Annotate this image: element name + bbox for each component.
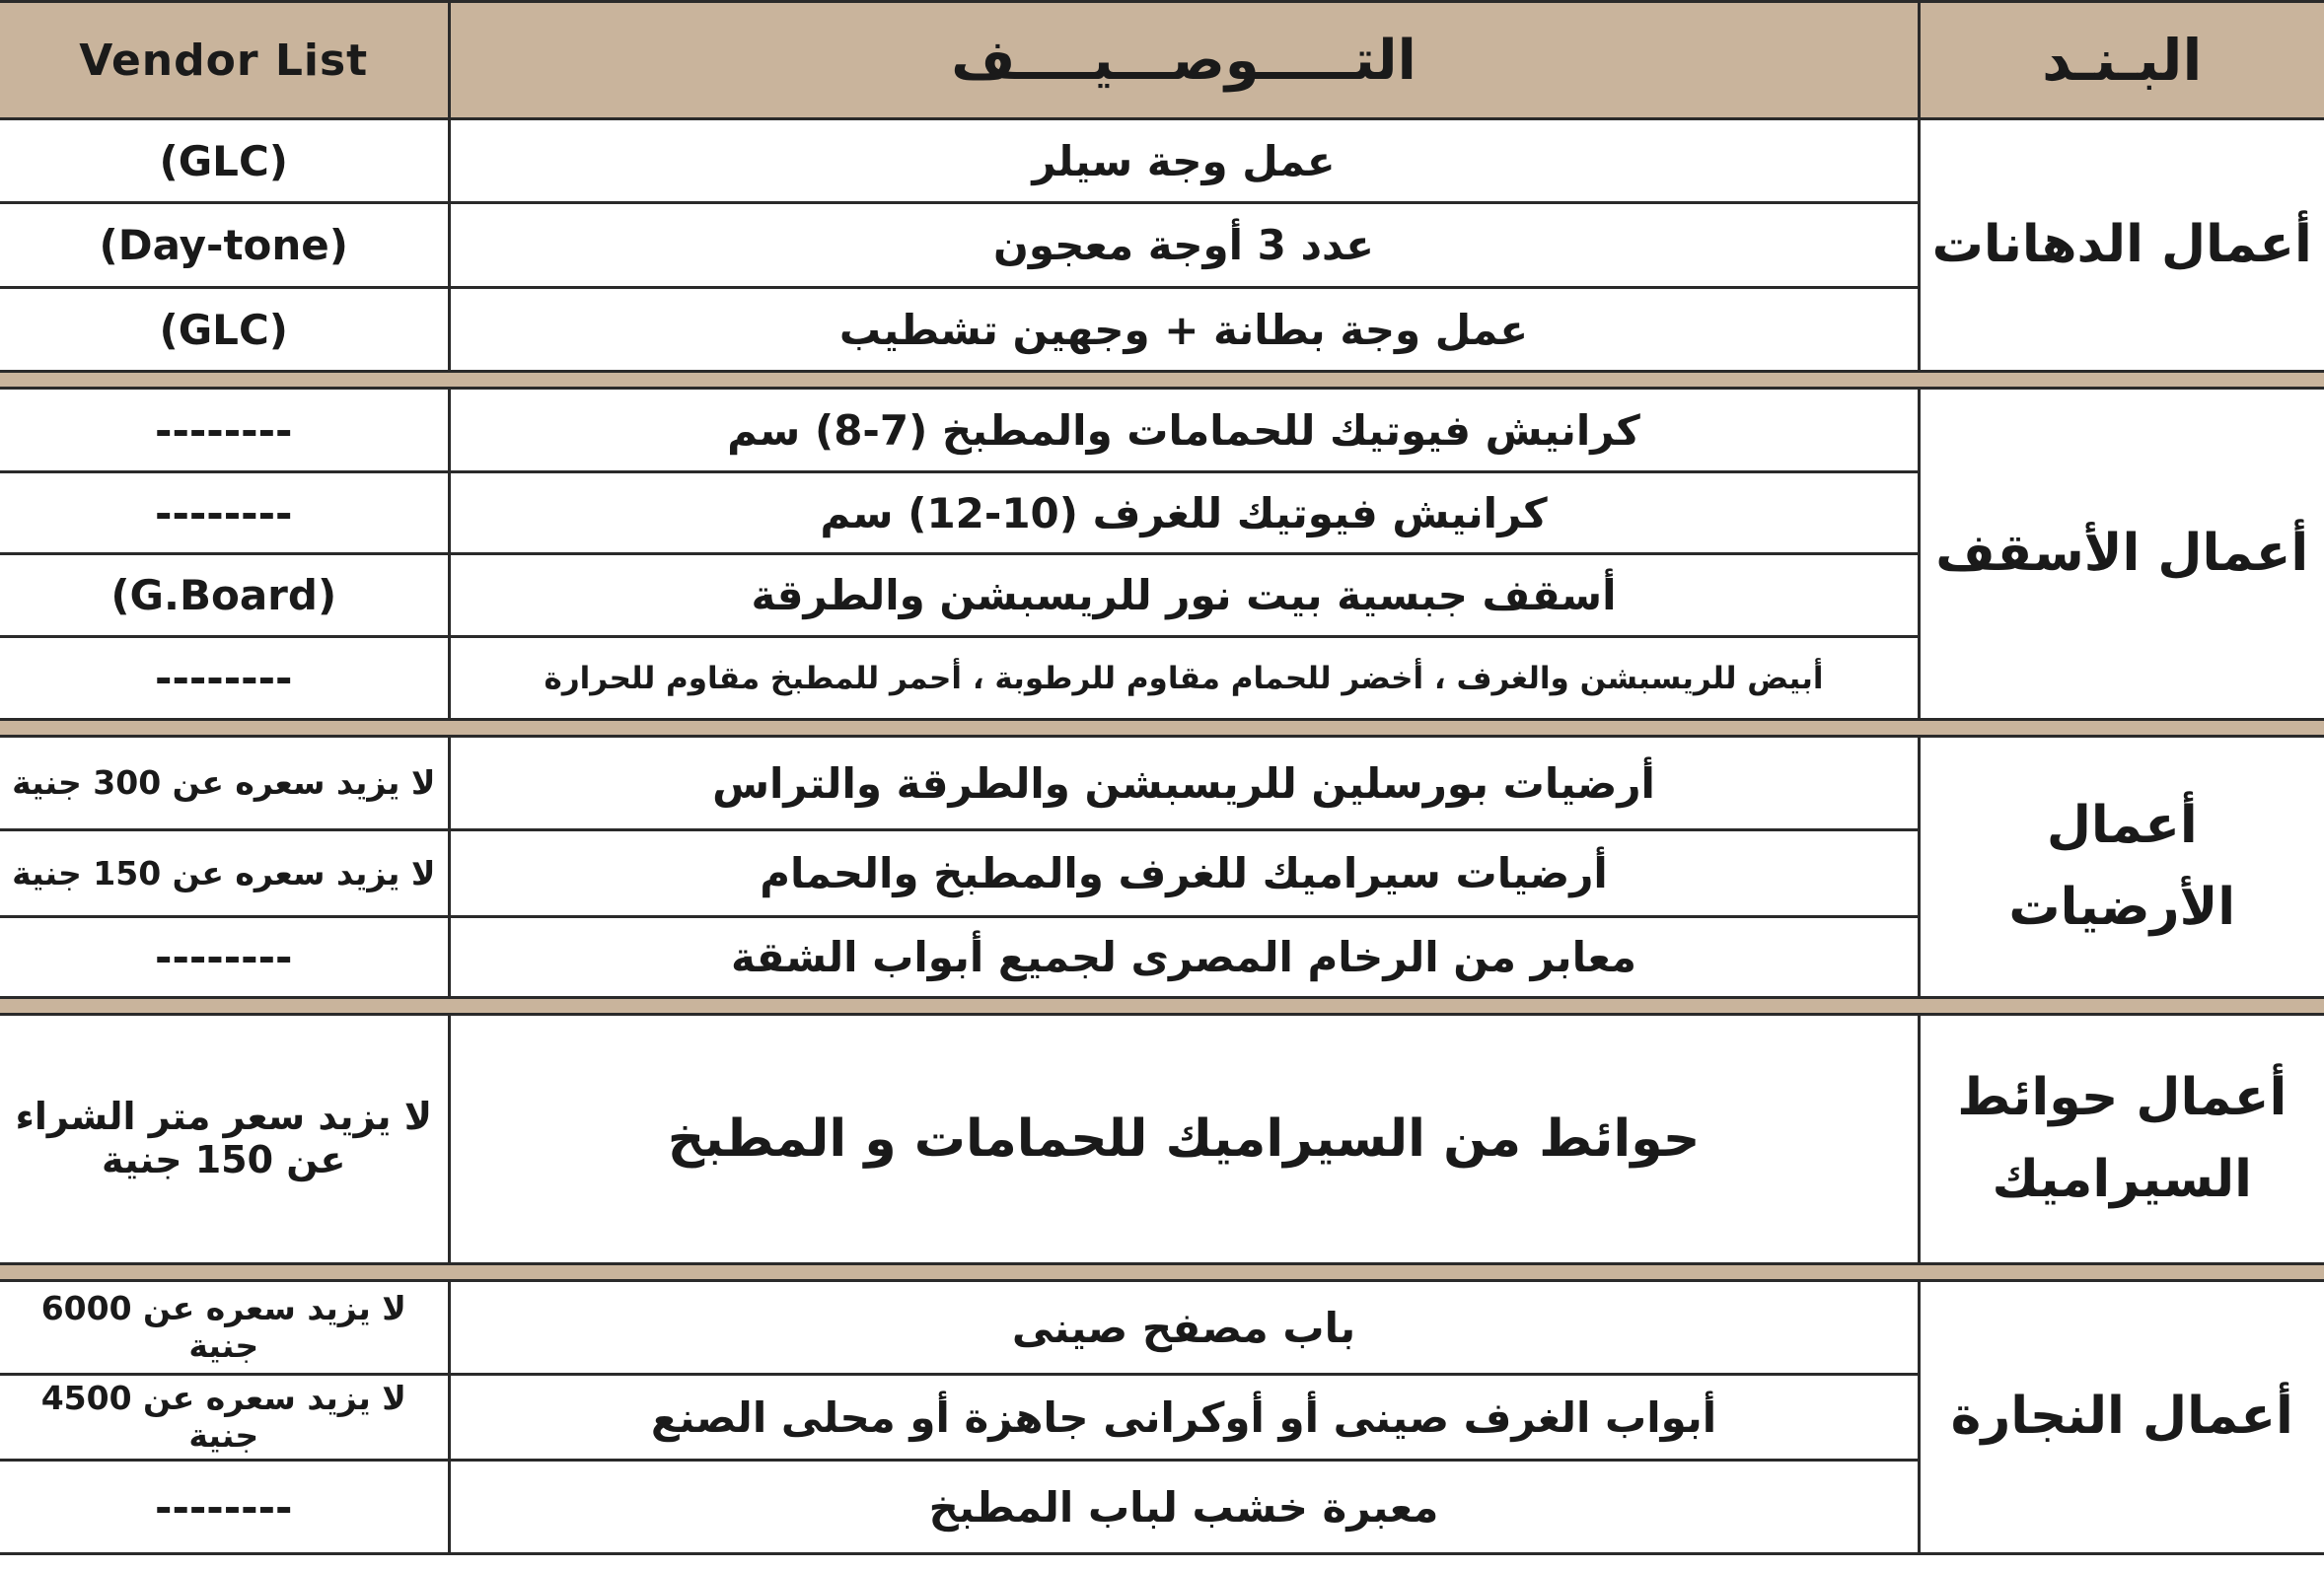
- vendor-cell: (GLC): [0, 288, 449, 372]
- vendor-cell: (G.Board): [0, 554, 449, 637]
- vendor-cell: (Day-tone): [0, 203, 449, 288]
- description-cell: باب مصفح صينى: [449, 1281, 1919, 1375]
- item-cell-ceilings: أعمال الأسقف: [1919, 389, 2324, 720]
- description-cell: عمل وجة سيلر: [449, 119, 1919, 203]
- description-cell: كرانيش فيوتيك للحمامات والمطبخ (7-8) سم: [449, 389, 1919, 472]
- table-row: [0, 737, 2324, 830]
- item-cell-carpentry: أعمال النجارة: [1919, 1281, 2324, 1554]
- item-header: البـنـد: [1919, 2, 2324, 119]
- description-cell: معابر من الرخام المصرى لجميع أبواب الشقة: [449, 917, 1919, 998]
- vendor-cell: لا يزيد سعره عن 150 جنية: [0, 830, 449, 917]
- table-row: [0, 119, 2324, 203]
- description-cell: كرانيش فيوتيك للغرف (10-12) سم: [449, 472, 1919, 554]
- group-separator: [0, 720, 2324, 737]
- description-cell: عدد 3 أوجة معجون: [449, 203, 1919, 288]
- description-cell: معبرة خشب لباب المطبخ: [449, 1461, 1919, 1554]
- description-header: التـــــوصـــيــــف: [449, 2, 1919, 119]
- table-row: [0, 389, 2324, 472]
- description-cell: حوائط من السيراميك للحمامات و المطبخ: [449, 1015, 1919, 1264]
- table-row: [0, 1281, 2324, 1375]
- description-cell: أرضيات سيراميك للغرف والمطبخ والحمام: [449, 830, 1919, 917]
- item-cell-floors: أعمال الأرضيات: [1919, 737, 2324, 998]
- vendor-cell: لا يزيد سعر متر الشراء عن 150 جنية: [0, 1015, 449, 1264]
- vendor-cell: --------: [0, 389, 449, 472]
- header-row: [0, 2, 2324, 119]
- group-separator: [0, 1264, 2324, 1281]
- description-cell: أرضيات بورسلين للريسبشن والطرقة والتراس: [449, 737, 1919, 830]
- table-row: [0, 1015, 2324, 1264]
- group-separator: [0, 998, 2324, 1015]
- vendor-cell: --------: [0, 1461, 449, 1554]
- vendor-cell: لا يزيد سعره عن 4500 جنية: [0, 1375, 449, 1461]
- vendor-cell: --------: [0, 917, 449, 998]
- vendor-list-header: Vendor List: [0, 2, 449, 119]
- description-cell: أبواب الغرف صينى أو أوكرانى جاهزة أو محلى الصنع: [449, 1375, 1919, 1461]
- group-separator: [0, 372, 2324, 389]
- item-cell-painting: أعمال الدهانات: [1919, 119, 2324, 372]
- item-cell-ceramic-walls: أعمال حوائط السيراميك: [1919, 1015, 2324, 1264]
- description-cell: أسقف جبسية بيت نور للريسبشن والطرقة: [449, 554, 1919, 637]
- vendor-cell: لا يزيد سعره عن 6000 جنية: [0, 1281, 449, 1375]
- vendor-cell: --------: [0, 472, 449, 554]
- description-cell: عمل وجة بطانة + وجهين تشطيب: [449, 288, 1919, 372]
- description-cell: أبيض للريسبشن والغرف ، أخضر للحمام مقاوم للرطوبة ، أحمر للمطبخ مقاوم للحرارة: [449, 637, 1919, 720]
- vendor-cell: --------: [0, 637, 449, 720]
- vendor-cell: (GLC): [0, 119, 449, 203]
- vendor-cell: لا يزيد سعره عن 300 جنية: [0, 737, 449, 830]
